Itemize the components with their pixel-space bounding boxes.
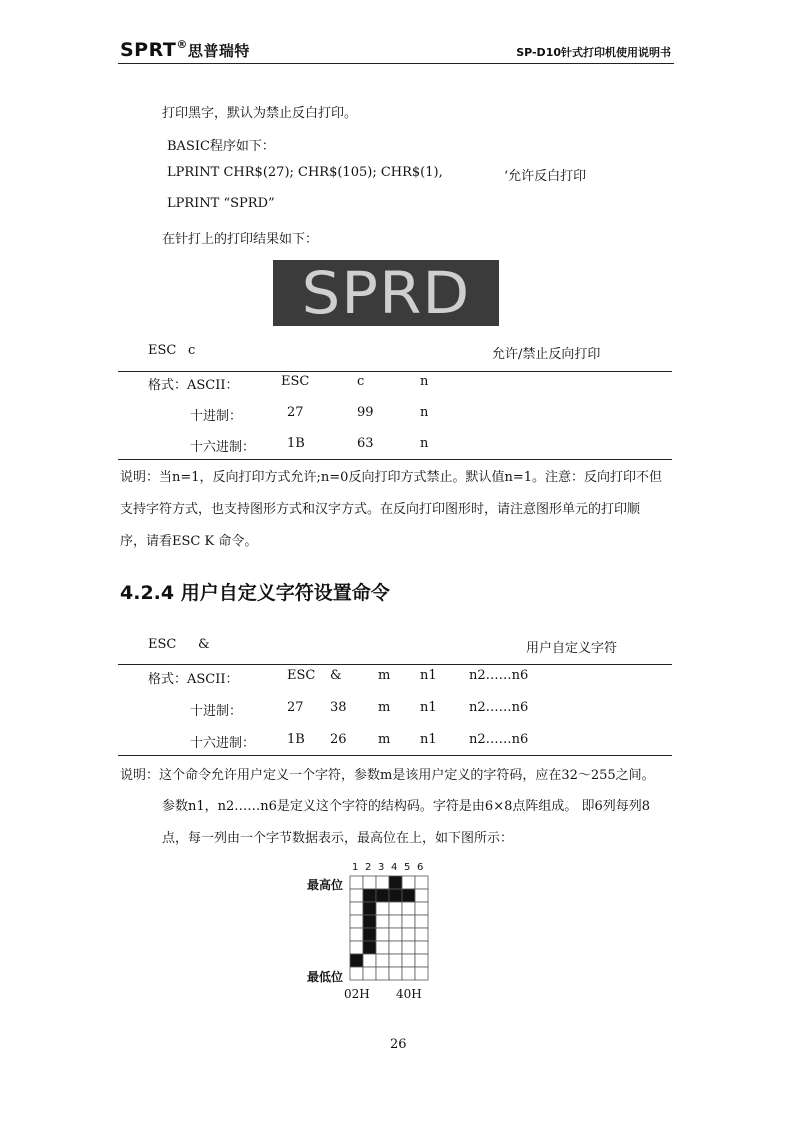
cmd-c-cell: n	[420, 436, 429, 451]
intro-line: 打印黑字，默认为禁止反白打印。	[162, 106, 358, 121]
cmd-c-row-label: 十六进制：	[190, 440, 256, 455]
grid-dot-off	[389, 928, 402, 941]
grid-dot-off	[350, 902, 363, 915]
cmd-c-letter: c	[188, 343, 196, 358]
page-number: 26	[390, 1037, 407, 1052]
manual-title: SP-D10针式打印机使用说明书	[516, 46, 671, 59]
cmd-c-esc: ESC	[148, 343, 177, 358]
grid-dot-on	[376, 889, 389, 902]
cmd-amp-cell: 27	[287, 700, 304, 715]
cmd-amp-cell: n1	[420, 732, 437, 747]
cmd-amp-cell: ESC	[287, 668, 316, 683]
grid-dot-off	[389, 941, 402, 954]
grid-dot-off	[350, 967, 363, 980]
grid-col-label: 6	[417, 862, 424, 873]
grid-dot-on	[363, 941, 376, 954]
grid-dot-off	[415, 954, 428, 967]
cmd-amp-cell: m	[378, 732, 391, 747]
grid-dot-on	[363, 902, 376, 915]
cmd-amp-row-label: 十进制：	[190, 704, 243, 719]
logo-chinese-name: 思普瑞特	[187, 42, 250, 60]
grid-dot-off	[415, 915, 428, 928]
grid-col-label: 4	[391, 862, 398, 873]
cmd-c-cell: n	[420, 374, 429, 389]
code-line-2: LPRINT “SPRD”	[167, 196, 275, 211]
cmd-c-cell: 1B	[287, 436, 305, 451]
cmd-amp-esc: ESC	[148, 637, 177, 652]
cmd-amp-note-line: 参数n1，n2……n6是定义这个字符的结构码。字符是由6×8点阵组成。 即6列每列8	[162, 799, 651, 814]
grid-dot-off	[363, 967, 376, 980]
sample-print-text: SPRD	[301, 259, 471, 327]
cmd-c-cell: ESC	[281, 374, 310, 389]
grid-dot-off	[415, 967, 428, 980]
grid-dot-off	[402, 876, 415, 889]
grid-dot-off	[402, 954, 415, 967]
grid-dot-off	[402, 915, 415, 928]
grid-dot-on	[363, 915, 376, 928]
grid-bottom-label: 最低位	[307, 970, 344, 984]
cmd-c-note-line: 序，请看ESC K 命令。	[120, 534, 258, 549]
cmd-amp-cell: &	[330, 668, 342, 683]
grid-dot-off	[376, 915, 389, 928]
grid-dot-off	[415, 889, 428, 902]
cmd-amp-cell: m	[378, 668, 391, 683]
grid-dot-off	[350, 915, 363, 928]
cmd-amp-row-label: 格式：ASCII：	[148, 672, 239, 687]
cmd-c-bottom-rule	[118, 459, 672, 460]
grid-dot-off	[415, 941, 428, 954]
cmd-c-top-rule	[118, 371, 672, 372]
grid-dot-on	[363, 928, 376, 941]
grid-dot-off	[376, 954, 389, 967]
grid-dot-on	[350, 954, 363, 967]
grid-col-label: 1	[352, 862, 359, 873]
cmd-c-cell: 63	[357, 436, 374, 451]
grid-dot-off	[376, 941, 389, 954]
logo-text: SPRT	[120, 39, 177, 61]
grid-dot-off	[363, 876, 376, 889]
cmd-c-row-label: 十进制：	[190, 409, 243, 424]
grid-dot-off	[402, 967, 415, 980]
cmd-c-row-label: 格式：ASCII：	[148, 378, 239, 393]
cmd-amp-title: 用户自定义字符	[526, 641, 618, 656]
cmd-amp-cell: n2……n6	[469, 668, 529, 683]
cmd-amp-note-line: 说明：这个命令允许用户定义一个字符，参数m是该用户定义的字符码，应在32～255之间。	[120, 768, 655, 783]
cmd-amp-cell: n1	[420, 700, 437, 715]
grid-dot-off	[415, 928, 428, 941]
grid-dot-off	[402, 928, 415, 941]
grid-dot-off	[415, 876, 428, 889]
grid-dot-off	[402, 902, 415, 915]
cmd-amp-cell: n2……n6	[469, 732, 529, 747]
grid-dot-off	[389, 902, 402, 915]
grid-col-label: 2	[365, 862, 372, 873]
grid-dot-off	[350, 941, 363, 954]
brand-logo	[120, 38, 250, 61]
grid-col-label: 3	[378, 862, 385, 873]
grid-dot-off	[389, 915, 402, 928]
cmd-amp-bottom-rule	[118, 755, 672, 756]
grid-dot-on	[363, 889, 376, 902]
cmd-amp-cell: n2……n6	[469, 700, 529, 715]
cmd-c-title: 允许/禁止反向打印	[492, 347, 601, 362]
cmd-amp-cell: 1B	[287, 732, 305, 747]
grid-cells	[350, 876, 428, 980]
cmd-amp-cell: n1	[420, 668, 437, 683]
grid-dot-off	[376, 876, 389, 889]
grid-dot-off	[350, 889, 363, 902]
code-line-1-comment: ‘允许反白打印	[504, 169, 587, 184]
cmd-c-cell: 99	[357, 405, 374, 420]
grid-col-label: 5	[404, 862, 411, 873]
grid-dot-on	[389, 889, 402, 902]
grid-dot-off	[350, 876, 363, 889]
grid-top-label: 最高位	[307, 878, 344, 892]
cmd-amp-cell: m	[378, 700, 391, 715]
grid-dot-off	[389, 954, 402, 967]
cmd-c-cell: n	[420, 405, 429, 420]
grid-dot-off	[363, 954, 376, 967]
result-label: 在针打上的打印结果如下：	[162, 232, 319, 247]
grid-dot-off	[402, 941, 415, 954]
cmd-amp-top-rule	[118, 664, 672, 665]
grid-dot-off	[376, 967, 389, 980]
grid-dot-off	[376, 928, 389, 941]
grid-left-value: 02H	[344, 987, 370, 1001]
grid-dot-on	[402, 889, 415, 902]
logo-registered-mark: ®	[176, 38, 188, 51]
cmd-amp-cell: 38	[330, 700, 347, 715]
cmd-amp-note-line: 点，每一列由一个字节数据表示，最高位在上，如下图所示：	[162, 831, 514, 846]
sample-print-image	[273, 260, 499, 326]
cmd-amp-symbol: &	[198, 637, 210, 652]
basic-label: BASIC程序如下：	[167, 139, 275, 154]
section-title: 4.2.4 用户自定义字符设置命令	[120, 582, 390, 604]
cmd-c-cell: c	[357, 374, 365, 389]
cmd-amp-cell: 26	[330, 732, 347, 747]
grid-dot-off	[376, 902, 389, 915]
grid-dot-off	[389, 967, 402, 980]
dot-matrix-grid	[349, 875, 429, 981]
cmd-c-note-line: 支持字符方式，也支持图形方式和汉字方式。在反向打印图形时，请注意图形单元的打印顺	[120, 502, 641, 517]
header-divider	[118, 63, 674, 64]
grid-dot-off	[350, 928, 363, 941]
grid-dot-off	[415, 902, 428, 915]
cmd-c-note-line: 说明：当n=1，反向打印方式允许;n=0反向打印方式禁止。默认值n=1。注意：反向打印不但	[120, 470, 662, 485]
grid-right-value: 40H	[396, 987, 422, 1001]
code-line-1: LPRINT CHR$(27); CHR$(105); CHR$(1),	[167, 165, 443, 180]
cmd-c-cell: 27	[287, 405, 304, 420]
cmd-amp-row-label: 十六进制：	[190, 736, 256, 751]
grid-dot-on	[389, 876, 402, 889]
